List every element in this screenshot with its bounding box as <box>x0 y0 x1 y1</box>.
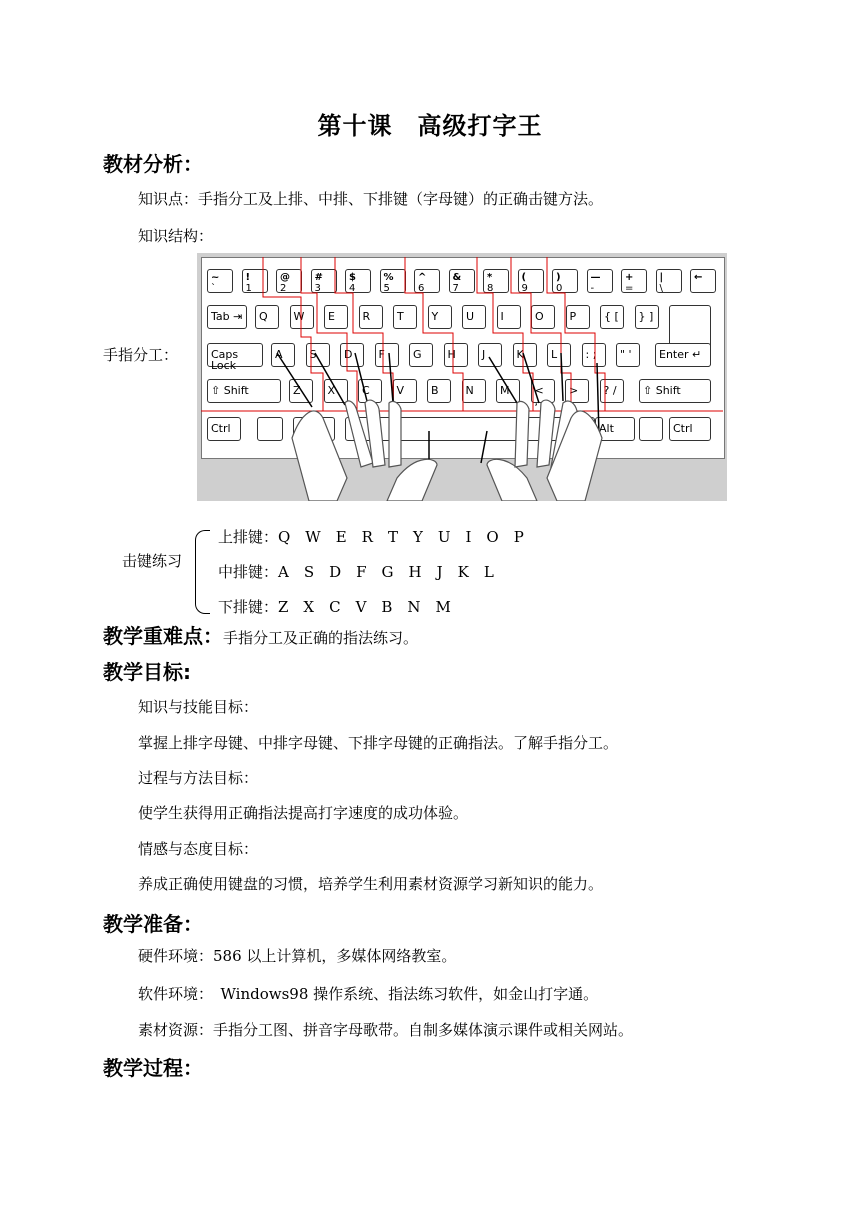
key-base-char: 1 <box>245 283 252 294</box>
key-shift-right: ⇧ Shift <box>639 379 711 403</box>
key-base-char: 4 <box>349 283 356 294</box>
key-row3: : ; <box>582 343 606 367</box>
key-shift-char: & <box>452 272 462 283</box>
key-base-char: 9 <box>521 283 528 294</box>
key-row2: O <box>531 305 555 329</box>
key-row3: H <box>444 343 468 367</box>
key-row4: V <box>393 379 417 403</box>
key-row3: G <box>409 343 433 367</box>
key-base-char: - <box>590 283 595 294</box>
practice-brace <box>195 530 210 614</box>
knowledge-structure-label: 知识结构： <box>138 227 214 245</box>
key-row4: > <box>565 379 589 403</box>
key-base-char: 8 <box>487 283 494 294</box>
upper-row-keys: 上排键：Q W E R T Y U I O P <box>218 528 524 546</box>
key-points-line <box>103 620 418 649</box>
section-prep-heading: 教学准备： <box>103 912 203 936</box>
key-row4: M <box>496 379 520 403</box>
key-caps-lock: Caps Lock <box>207 343 263 367</box>
lower-row-keys: 下排键：Z X C V B N M <box>218 598 451 616</box>
key-row2: Y <box>428 305 452 329</box>
key-shift-char: — <box>590 272 601 283</box>
finger-division-label: 手指分工： <box>103 346 179 364</box>
key-shift-char: + <box>625 272 634 283</box>
key-row4: < , <box>531 379 555 403</box>
key-shift-left: ⇧ Shift <box>207 379 281 403</box>
key-shift-char: * <box>487 272 493 283</box>
key-row3: K <box>513 343 537 367</box>
key-row2: T <box>393 305 417 329</box>
key-shift-char: ^ <box>418 272 427 283</box>
key-row2: R <box>359 305 383 329</box>
prep-software: 软件环境： Windows98 操作系统、指法练习软件，如金山打字通。 <box>138 985 599 1003</box>
key-shift-char: ! <box>245 272 251 283</box>
goal-2-text: 使学生获得用正确指法提高打字速度的成功体验。 <box>138 804 469 822</box>
key-enter: Enter ↵ <box>655 343 711 367</box>
prep-resources: 素材资源：手指分工图、拼音字母歌带。自制多媒体演示课件或相关网站。 <box>138 1021 634 1039</box>
key-row2: } ] <box>635 305 659 329</box>
key-tab: Tab ⇥ <box>207 305 247 329</box>
middle-row-keys: 中排键：A S D F G H J K L <box>218 563 494 581</box>
section-analysis-heading: 教材分析： <box>103 152 203 176</box>
knowledge-point-text: 知识点：手指分工及上排、中排、下排键（字母键）的正确击键方法。 <box>138 190 604 208</box>
key-row2: W <box>290 305 314 329</box>
key-row2: P <box>566 305 590 329</box>
section-key-points-heading: 教学重难点： <box>103 624 223 648</box>
page-title: 第十课 高级打字王 <box>317 111 543 140</box>
key-row3: " ' <box>616 343 640 367</box>
key-shift-char: ← <box>694 272 703 283</box>
goal-1-text: 掌握上排字母键、中排字母键、下排字母键的正确指法。了解手指分工。 <box>138 734 619 752</box>
key-shift-char: | <box>659 272 664 283</box>
key-row5: Ctrl <box>207 417 241 441</box>
key-base-char: = <box>625 283 634 294</box>
key-row3: J <box>478 343 502 367</box>
key-row4: X <box>324 379 348 403</box>
key-row2: E <box>324 305 348 329</box>
finger-zone-lines <box>197 253 727 501</box>
key-base-char: 7 <box>452 283 459 294</box>
key-base-char: 0 <box>556 283 563 294</box>
section-goals-heading: 教学目标: <box>103 660 191 684</box>
key-shift-char: ( <box>521 272 527 283</box>
key-shift-char: # <box>314 272 323 283</box>
practice-label: 击键练习 <box>122 552 183 570</box>
key-row3: D <box>340 343 364 367</box>
keyboard-finger-diagram <box>197 253 727 501</box>
key-row5: Ctrl <box>669 417 711 441</box>
key-base-char: 5 <box>383 283 390 294</box>
key-points-text: 手指分工及正确的指法练习。 <box>223 629 419 647</box>
section-process-heading: 教学过程： <box>103 1056 203 1080</box>
key-shift-char: $ <box>349 272 356 283</box>
key-row4: N <box>462 379 486 403</box>
key-base-char: 3 <box>314 283 321 294</box>
key-row3: S <box>306 343 330 367</box>
key-shift-char: @ <box>280 272 290 283</box>
key-base-char: \ <box>659 283 663 294</box>
key-base-char: 2 <box>280 283 287 294</box>
goal-2-title: 过程与方法目标： <box>138 769 259 787</box>
goal-3-text: 养成正确使用键盘的习惯，培养学生利用素材资源学习新知识的能力。 <box>138 875 604 893</box>
prep-hardware: 硬件环境：586 以上计算机，多媒体网络教室。 <box>138 947 457 965</box>
key-shift-char: ~ <box>211 272 220 283</box>
key-row5: Alt <box>595 417 635 441</box>
key-row3: L <box>547 343 571 367</box>
goal-3-title: 情感与态度目标： <box>138 840 259 858</box>
key-row4: ? / <box>600 379 624 403</box>
key-row2: U <box>462 305 486 329</box>
key-row4: Z <box>289 379 313 403</box>
key-row2: { [ <box>600 305 624 329</box>
key-row3: F <box>375 343 399 367</box>
key-row4: C <box>358 379 382 403</box>
key-base-char: ` <box>211 283 216 294</box>
key-row2: Q <box>255 305 279 329</box>
key-base-char: 6 <box>418 283 425 294</box>
key-row4: B <box>427 379 451 403</box>
goal-1-title: 知识与技能目标： <box>138 698 259 716</box>
key-row3: A <box>271 343 295 367</box>
key-shift-char: % <box>383 272 394 283</box>
key-shift-char: ) <box>556 272 561 283</box>
key-row2: I <box>497 305 521 329</box>
